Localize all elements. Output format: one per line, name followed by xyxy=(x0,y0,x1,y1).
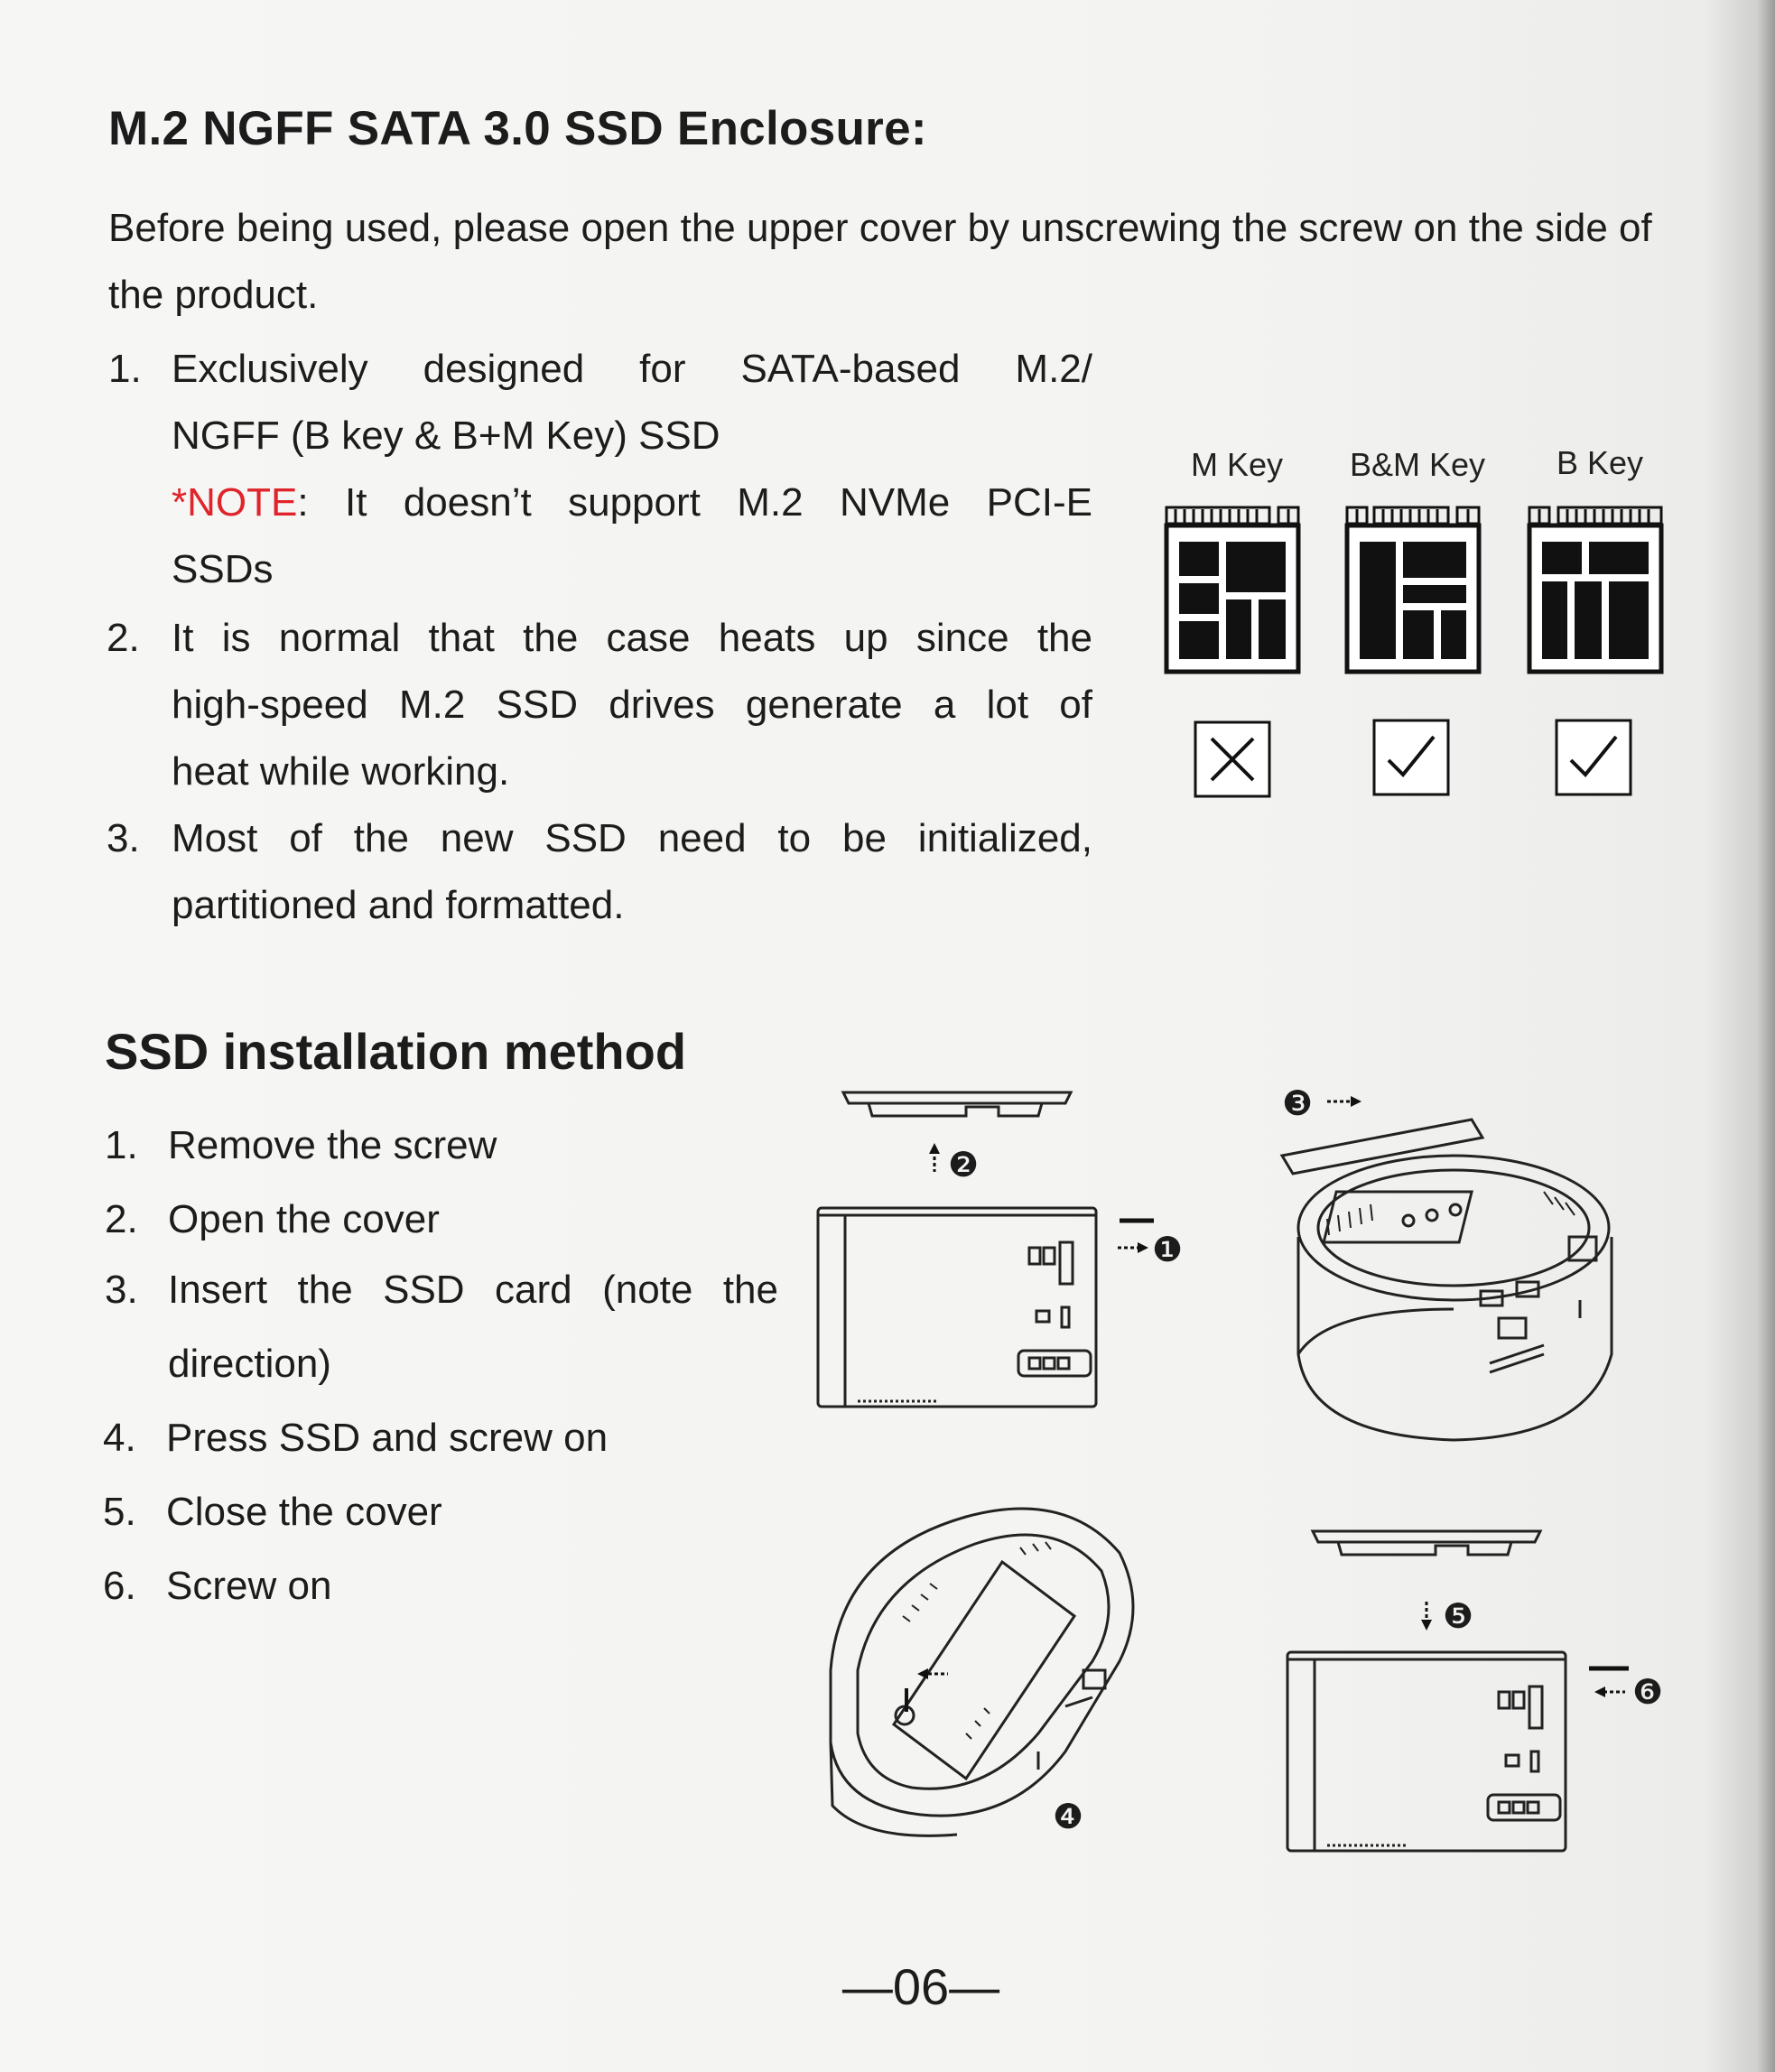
note-line xyxy=(172,480,1092,525)
m-key-ssd-icon xyxy=(1165,506,1300,674)
list-item-text: high-speed M.2 SSD drives generate a lot of xyxy=(172,683,1092,727)
key-label-m: M Key xyxy=(1190,446,1284,483)
step-number: 6. xyxy=(103,1564,136,1608)
step-marker-3: ❸ xyxy=(1282,1085,1314,1123)
b-key-ssd-icon xyxy=(1528,506,1663,674)
list-number: 1. xyxy=(108,347,142,391)
note-text: SSDs xyxy=(172,547,274,591)
intro-paragraph: Before being used, please open the upper cover by unscrewing the screw on the side of the product. xyxy=(108,206,1652,317)
note-text: : It doesn’t support M.2 NVMe PCI-E xyxy=(297,480,1092,525)
step-text: direction) xyxy=(168,1342,331,1386)
step-text: Open the cover xyxy=(168,1197,440,1241)
bm-key-ssd-icon xyxy=(1345,506,1481,674)
step-text: Screw on xyxy=(166,1564,332,1608)
step-marker-2: ❷ xyxy=(948,1147,980,1185)
list-item-text: Exclusively designed for SATA-based M.2/ xyxy=(172,347,1092,391)
step-number: 2. xyxy=(105,1197,138,1241)
step-text: Press SSD and screw on xyxy=(166,1416,609,1460)
list-number: 2. xyxy=(107,616,140,660)
step-number: 3. xyxy=(105,1268,138,1312)
step-number: 1. xyxy=(105,1123,138,1167)
list-item-text: heat while working. xyxy=(172,749,510,794)
step-1-2-side-view-illustration xyxy=(813,1074,1210,1445)
step-marker-6: ❻ xyxy=(1632,1674,1664,1712)
step-text: Remove the screw xyxy=(168,1123,497,1167)
list-item-text: NGFF (B key & B+M Key) SSD xyxy=(172,413,720,458)
step-marker-1: ❶ xyxy=(1152,1231,1184,1269)
step-4-screw-ssd-illustration xyxy=(813,1481,1156,1842)
list-item-text: partitioned and formatted. xyxy=(172,883,625,927)
step-number: 5. xyxy=(103,1490,136,1534)
list-number: 3. xyxy=(107,816,140,860)
page-number: —06— xyxy=(841,1958,1000,2015)
list-item-text: It is normal that the case heats up since the xyxy=(172,616,1092,660)
step-marker-4: ❹ xyxy=(1053,1798,1084,1836)
step-number: 4. xyxy=(103,1416,136,1460)
supported-check-icon xyxy=(1372,719,1450,796)
step-5-6-side-view-illustration xyxy=(1282,1517,1679,1869)
list-item-text: Most of the new SSD need to be initialized, xyxy=(172,816,1092,860)
step-text: Insert the SSD card (note the xyxy=(168,1268,778,1312)
step-3-insert-ssd-illustration xyxy=(1273,1083,1634,1445)
install-heading: SSD installation method xyxy=(105,1023,687,1080)
step-text: Close the cover xyxy=(166,1490,442,1534)
supported-check-icon xyxy=(1555,719,1632,796)
unsupported-cross-icon xyxy=(1194,720,1271,798)
page-title: M.2 NGFF SATA 3.0 SSD Enclosure: xyxy=(108,102,927,155)
key-label-bm: B&M Key xyxy=(1349,446,1486,483)
step-marker-5: ❺ xyxy=(1443,1598,1474,1636)
note-label: *NOTE xyxy=(172,480,298,525)
key-label-b: B Key xyxy=(1556,444,1644,481)
